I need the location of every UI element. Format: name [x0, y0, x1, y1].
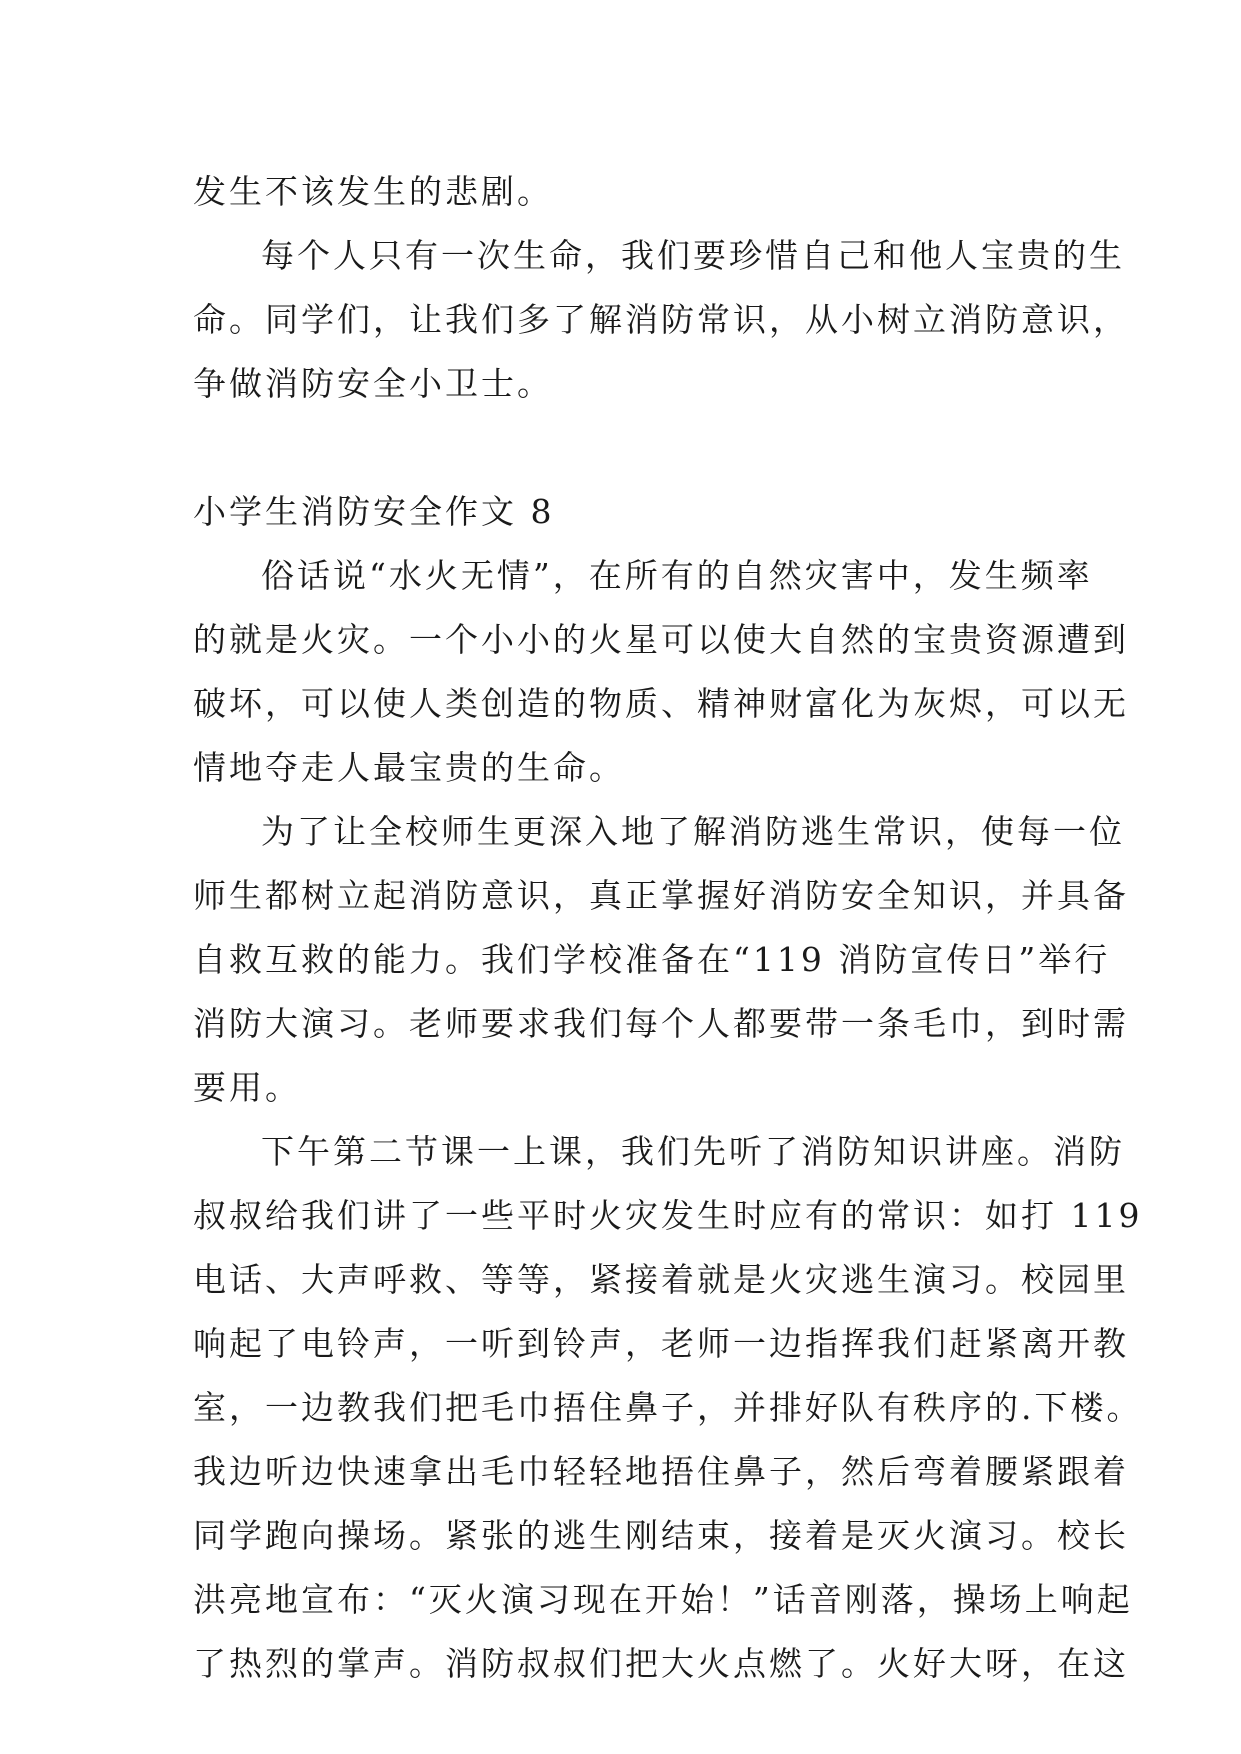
text-line: 发生不该发生的悲剧。: [193, 172, 553, 211]
text-line: 师生都树立起消防意识，真正掌握好消防安全知识，并具备: [193, 876, 1129, 915]
paragraph-start-line: 俗话说“水火无情”，在所有的自然灾害中，发生频率: [261, 556, 1093, 595]
text-line: 同学跑向操场。紧张的逃生刚结束，接着是灭火演习。校长: [193, 1516, 1129, 1555]
text-line: 室，一边教我们把毛巾捂住鼻子，并排好队有秩序的.下楼。: [193, 1388, 1143, 1427]
paragraph-start-line: 每个人只有一次生命，我们要珍惜自己和他人宝贵的生: [261, 236, 1125, 275]
blank-line: [193, 416, 1073, 480]
section-heading: 小学生消防安全作文 8: [193, 492, 555, 531]
text-line: 电话、大声呼救、等等，紧接着就是火灾逃生演习。校园里: [193, 1260, 1129, 1299]
text-line: 响起了电铃声，一听到铃声，老师一边指挥我们赶紧离开教: [193, 1324, 1129, 1363]
text-line: 消防大演习。老师要求我们每个人都要带一条毛巾，到时需: [193, 1004, 1129, 1043]
text-line: 我边听边快速拿出毛巾轻轻地捂住鼻子，然后弯着腰紧跟着: [193, 1452, 1129, 1491]
paragraph-start-line: 为了让全校师生更深入地了解消防逃生常识，使每一位: [261, 812, 1125, 851]
text-line: 情地夺走人最宝贵的生命。: [193, 748, 625, 787]
text-line: 自救互救的能力。我们学校准备在“119 消防宣传日”举行: [193, 940, 1111, 979]
text-line: 破坏，可以使人类创造的物质、精神财富化为灰烬，可以无: [193, 684, 1129, 723]
text-line: 的就是火灾。一个小小的火星可以使大自然的宝贵资源遭到: [193, 620, 1129, 659]
text-line: 要用。: [193, 1068, 301, 1107]
text-line: 洪亮地宣布：“灭火演习现在开始！”话音刚落，操场上响起: [193, 1580, 1133, 1619]
text-line: 命。同学们，让我们多了解消防常识，从小树立消防意识，: [193, 300, 1129, 339]
document-body: [193, 160, 1143, 1696]
paragraph-start-line: 下午第二节课一上课，我们先听了消防知识讲座。消防: [261, 1132, 1125, 1171]
text-line: 叔叔给我们讲了一些平时火灾发生时应有的常识：如打 119: [193, 1196, 1143, 1235]
text-line: 争做消防安全小卫士。: [193, 364, 553, 403]
text-line: 了热烈的掌声。消防叔叔们把大火点燃了。火好大呀，在这: [193, 1644, 1129, 1683]
